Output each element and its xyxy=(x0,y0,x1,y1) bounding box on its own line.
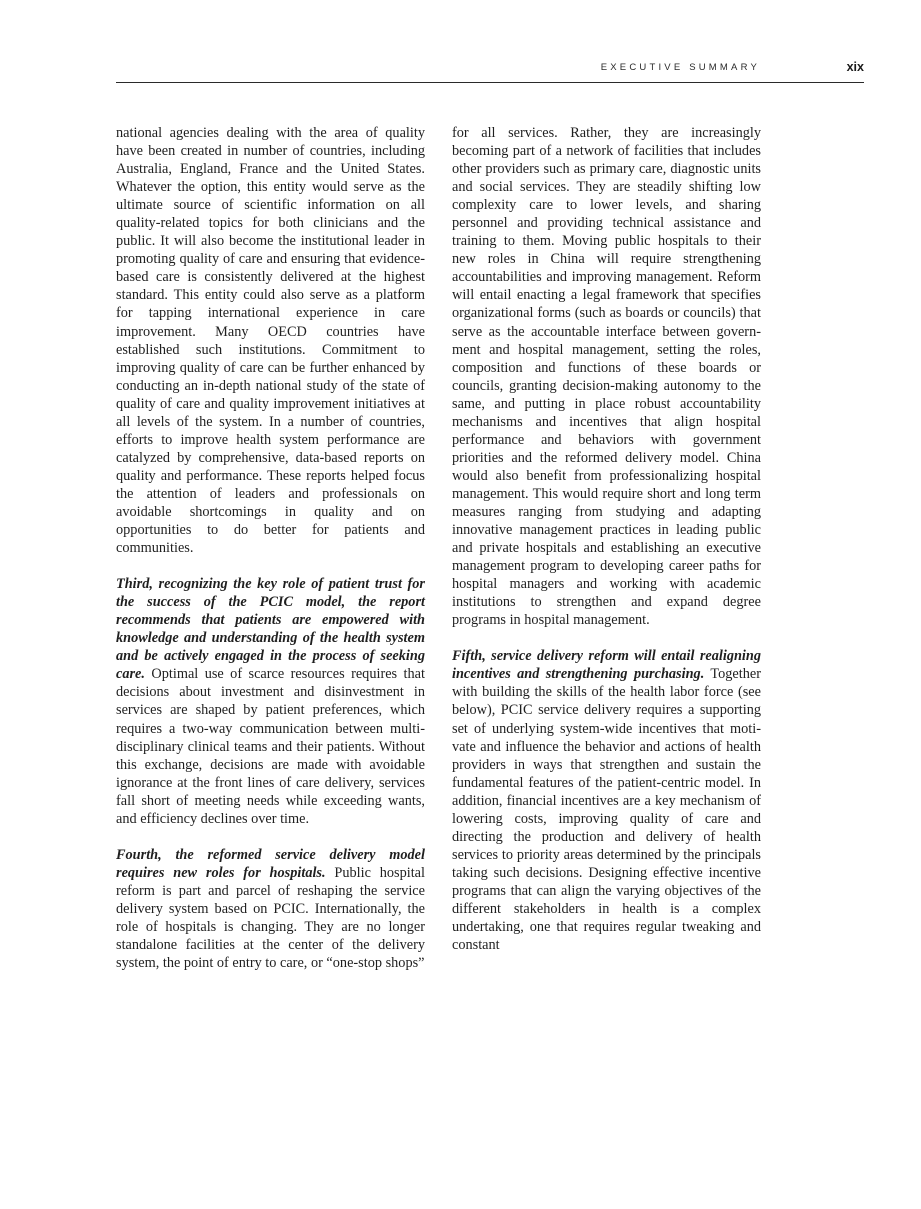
page-number: xix xyxy=(846,60,864,74)
paragraph-lead-third: Third, recognizing the key role of patient trust for the success of the PCIC model, the report recommends that patients are empowered with knowledge and understanding of the health system and be actively engaged in the process of seeking care. xyxy=(116,576,425,683)
paragraph-body-fifth: Together with building the skills of the health labor force (see below), PCIC service delivery requires a supporting set of underlying system-wide incentives that motivate and influence the behavior and actions of health providers in ways that strengthen and sustain the fundamental features of the patient-centric model. In addition, financial incentives are a key mechanism of lowering costs, improving quality of care and directing the production and delivery of health services to priority areas determined by the principals taking such decisions. Designing effective incentive programs that can align the varying objectives of the different stakeholders in health is a complex undertaking, one that requires regular tweaking and constant xyxy=(452,666,761,954)
paragraph-quality-agencies: national agencies dealing with the area of quality have been created in number of countries, including Australia, England, France and the United States. Whatever the option, this entity would serve as the ultimate source of scientific information on all quality-related topics for both clinicians and the public. It will also become the institutional leader in promoting quality of care and ensuring that evidence-based care is consistently delivered at the highest standard. This entity could also serve as a platform for tapping international experience in care improvement. Many OECD countries have established such institutions. Commitment to improving quality of care can be further enhanced by conducting an in-depth national study of the state of quality of care and quality improvement initiatives at all levels of the system. In a number of countries, efforts to improve health system performance are catalyzed by comprehensive, data-based reports on quality and performance. These reports helped focus the attention of leaders and professionals on avoidable shortcomings in quality and on opportunities to do better for patients and communities. xyxy=(116,125,425,557)
right-column xyxy=(452,124,761,954)
paragraph-body-third: Optimal use of scarce resources requires that decisions about investment and disinvestment in services are shaped by patient preferences, which requires a two-way communication between multidisciplinary clinical teams and their patients. Without this exchange, decisions are made with avoidable ignorance at the front lines of care delivery, services fall short of meeting needs while exceeding wants, and efficiency declines over time. xyxy=(116,666,425,827)
paragraph-fifth-recommendation xyxy=(452,647,761,954)
running-header xyxy=(116,60,864,83)
paragraph-body-fourth: Public hospital reform is part and parcel of reshaping the service delivery system based on PCIC. Internationally, the role of hospitals is changing. They are no longer standalone facilities at the center of the delivery system, the point of entry to care, or “one-stop shops” xyxy=(116,864,425,972)
paragraph-lead-fourth: Fourth, the reformed service delivery model requires new roles for hospitals. xyxy=(116,846,425,881)
paragraph-fourth-recommendation xyxy=(116,846,425,972)
paragraph-third-recommendation xyxy=(116,575,425,828)
left-column xyxy=(116,124,425,972)
running-title: EXECUTIVE SUMMARY xyxy=(600,62,760,73)
paragraph-hospital-roles: for all services. Rather, they are increasingly becoming part of a network of facilities that includes other providers such as primary care, diagnostic units and social services. They are steadily shifting low complexity care to lower levels, and sharing personnel and providing technical assistance and training to them. Moving public hospitals to their new roles in China will require strengthening accountabilities and improving management. Reform will entail enacting a legal framework that specifies organizational forms (such as boards or councils) that serve as the accountable interface between government and hospital management, setting the roles, composition and functions of these boards or councils, granting decision-making autonomy to the same, and putting in place robust accountability mechanisms and incentives that align hospital performance and behaviors with government priorities and the reformed delivery model. China would also benefit from professionalizing hospital management. This would require short and long term measures ranging from studying and adapting innovative management practices in leading public and private hospitals and establishing an executive management program to developing career paths for hospital managers and working with academic institutions to strengthen and expand degree programs in hospital management. xyxy=(452,125,761,629)
paragraph-lead-fifth: Fifth, service delivery reform will entail realigning incentives and strengthening purchasing. xyxy=(452,648,761,683)
